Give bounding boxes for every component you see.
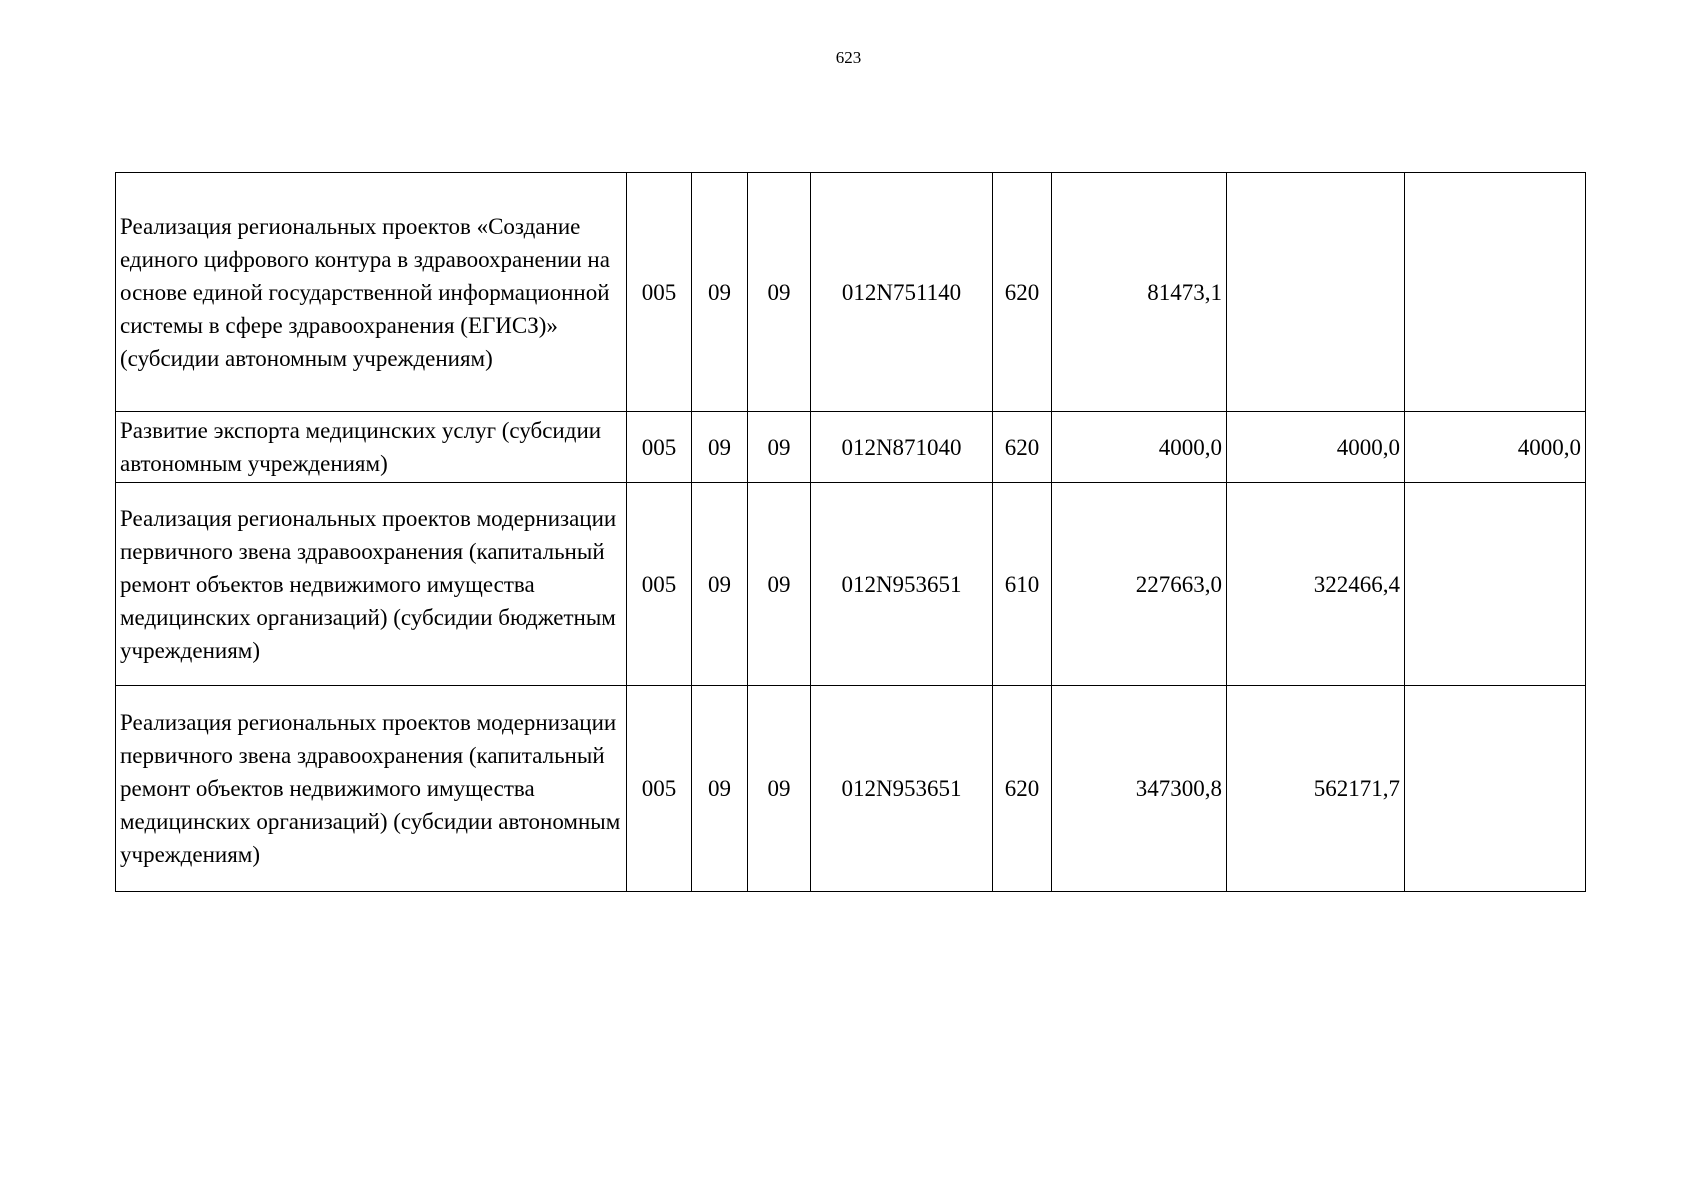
row-name-cell: Развитие экспорта медицинских услуг (субсидии автономным учреждениям) (116, 412, 627, 483)
table-row (116, 686, 1586, 892)
row-name-cell: Реализация региональных проектов модернизации первичного звена здравоохранения (капитальный ремонт объектов недвижимого имущества медицинских организаций) (субсидии автономным учреждениям) (116, 686, 627, 892)
rz-code-cell: 09 (692, 483, 748, 686)
row-name-cell: Реализация региональных проектов «Создание единого цифрового контура в здравоохранении на основе единой государственной информационной системы в сфере здравоохранения (ЕГИСЗ)» (субсидии автономным учреждениям) (116, 173, 627, 412)
pr-code-cell: 09 (748, 173, 811, 412)
rz-code-cell: 09 (692, 412, 748, 483)
page-number: 623 (835, 48, 862, 67)
csr-code-cell: 012N751140 (811, 173, 993, 412)
gr-code-cell: 005 (627, 412, 692, 483)
amount-3-cell (1405, 483, 1586, 686)
amount-1-cell: 4000,0 (1052, 412, 1227, 483)
gr-code-cell: 005 (627, 686, 692, 892)
vr-code-cell: 620 (993, 412, 1052, 483)
pr-code-cell: 09 (748, 412, 811, 483)
budget-table (115, 172, 1586, 892)
gr-code-cell: 005 (627, 483, 692, 686)
vr-code-cell: 620 (993, 173, 1052, 412)
amount-3-cell (1405, 173, 1586, 412)
table-row (116, 412, 1586, 483)
csr-code-cell: 012N871040 (811, 412, 993, 483)
table-row (116, 483, 1586, 686)
amount-1-cell: 347300,8 (1052, 686, 1227, 892)
rz-code-cell: 09 (692, 173, 748, 412)
pr-code-cell: 09 (748, 686, 811, 892)
amount-3-cell (1405, 686, 1586, 892)
csr-code-cell: 012N953651 (811, 686, 993, 892)
amount-2-cell: 4000,0 (1227, 412, 1405, 483)
vr-code-cell: 610 (993, 483, 1052, 686)
amount-1-cell: 227663,0 (1052, 483, 1227, 686)
amount-2-cell: 562171,7 (1227, 686, 1405, 892)
csr-code-cell: 012N953651 (811, 483, 993, 686)
amount-1-cell: 81473,1 (1052, 173, 1227, 412)
amount-2-cell: 322466,4 (1227, 483, 1405, 686)
table-row (116, 173, 1586, 412)
vr-code-cell: 620 (993, 686, 1052, 892)
row-name-cell: Реализация региональных проектов модернизации первичного звена здравоохранения (капитальный ремонт объектов недвижимого имущества медицинских организаций) (субсидии бюджетным учреждениям) (116, 483, 627, 686)
gr-code-cell: 005 (627, 173, 692, 412)
amount-2-cell (1227, 173, 1405, 412)
pr-code-cell: 09 (748, 483, 811, 686)
rz-code-cell: 09 (692, 686, 748, 892)
amount-3-cell: 4000,0 (1405, 412, 1586, 483)
